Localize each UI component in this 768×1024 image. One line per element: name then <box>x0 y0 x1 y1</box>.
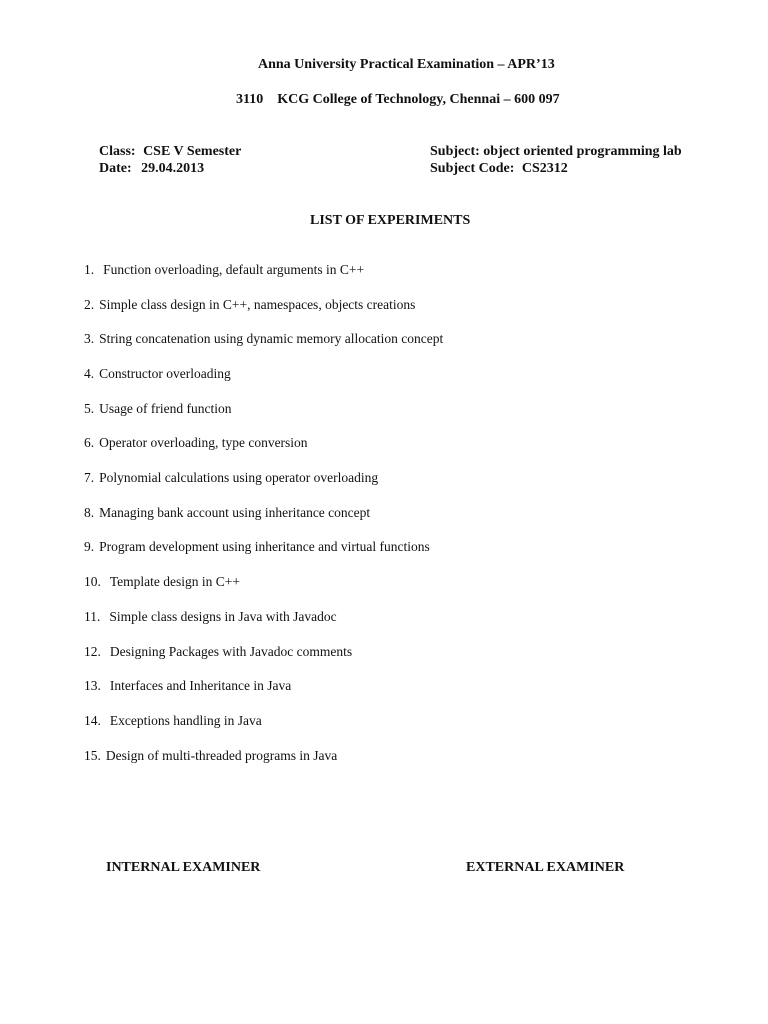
class-row <box>99 144 241 160</box>
list-item <box>84 574 240 590</box>
list-item <box>84 609 337 625</box>
item-text: Template design in C++ <box>109 574 241 589</box>
list-item <box>84 748 337 764</box>
list-item <box>84 401 231 417</box>
item-text: Interfaces and Inheritance in Java <box>109 678 292 693</box>
subject-code-row <box>430 161 568 177</box>
exam-title: Anna University Practical Examination – APR’13 <box>258 57 555 72</box>
item-number: 9. <box>84 539 95 554</box>
item-number: 13. <box>84 678 101 693</box>
item-number: 2. <box>84 297 95 312</box>
date-row <box>99 161 204 177</box>
item-text: Design of multi-threaded programs in Java <box>105 748 338 763</box>
class-value: CSE V Semester <box>143 144 242 159</box>
item-number: 11. <box>84 609 101 624</box>
internal-examiner-label: INTERNAL EXAMINER <box>106 860 261 875</box>
subject-label: Subject: <box>430 144 480 159</box>
item-number: 3. <box>84 331 95 346</box>
list-item <box>84 539 430 555</box>
item-text: Exceptions handling in Java <box>109 713 262 728</box>
item-number: 12. <box>84 644 101 659</box>
list-item <box>84 297 415 313</box>
item-number: 6. <box>84 435 95 450</box>
item-number: 14. <box>84 713 101 728</box>
list-item <box>84 435 308 451</box>
item-text: Usage of friend function <box>99 401 232 416</box>
date-value: 29.04.2013 <box>141 161 205 176</box>
item-number: 7. <box>84 470 95 485</box>
item-text: Polynomial calculations using operator overloading <box>99 470 379 485</box>
subject-row <box>430 144 682 160</box>
item-text: Program development using inheritance and virtual functions <box>99 539 430 554</box>
item-number: 4. <box>84 366 95 381</box>
item-number: 1. <box>84 262 95 277</box>
item-text: Function overloading, default arguments in C++ <box>103 262 365 277</box>
college-code: 3110 <box>236 92 264 107</box>
list-item <box>84 470 378 486</box>
item-text: Operator overloading, type conversion <box>99 435 308 450</box>
item-text: String concatenation using dynamic memory allocation concept <box>99 331 444 346</box>
item-number: 10. <box>84 574 101 589</box>
item-number: 15. <box>84 748 101 763</box>
list-item <box>84 366 231 382</box>
item-text: Simple class design in C++, namespaces, objects creations <box>99 297 416 312</box>
date-label: Date: <box>99 161 132 176</box>
item-text: Simple class designs in Java with Javadoc <box>109 609 337 624</box>
item-text: Constructor overloading <box>99 366 231 381</box>
college-name: KCG College of Technology, Chennai – 600 097 <box>277 92 560 107</box>
college-line <box>236 92 560 108</box>
item-text: Designing Packages with Javadoc comments <box>109 644 353 659</box>
external-examiner-label: EXTERNAL EXAMINER <box>466 860 625 875</box>
list-item <box>84 644 352 660</box>
subject-value: object oriented programming lab <box>483 144 682 159</box>
item-text: Managing bank account using inheritance concept <box>99 505 371 520</box>
subject-code-label: Subject Code: <box>430 161 515 176</box>
item-number: 8. <box>84 505 95 520</box>
list-item <box>84 505 370 521</box>
list-item <box>84 713 262 729</box>
list-item <box>84 678 291 694</box>
item-number: 5. <box>84 401 95 416</box>
class-label: Class: <box>99 144 136 159</box>
subject-code-value: CS2312 <box>521 161 568 176</box>
list-heading: LIST OF EXPERIMENTS <box>310 213 471 228</box>
list-item <box>84 262 364 278</box>
list-item <box>84 331 443 347</box>
